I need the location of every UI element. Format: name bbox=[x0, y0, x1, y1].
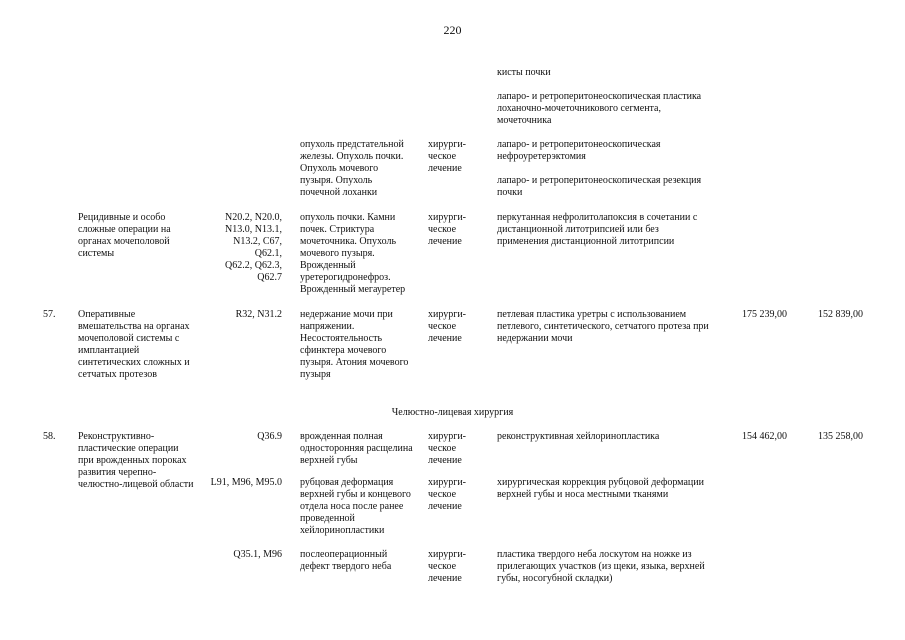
section-title: Челюстно-лицевая хирургия bbox=[391, 407, 514, 418]
method-cell: лапаро- и ретроперитонеоскопическая пластика лоханочно-мочеточникового сегмента, мочеточника bbox=[497, 91, 702, 126]
cost-cell: 154 462,00 bbox=[742, 431, 787, 442]
method-cell: реконструктивная хейлоринопластика bbox=[497, 431, 660, 442]
method-cell: перкутанная нефролитолапоксия в сочетании с дистанционной литотрипсией или без применения дистанционной литотрипсии bbox=[497, 212, 698, 247]
icd-code-cell: L91, M96, M95.0 bbox=[210, 477, 282, 488]
method-cell: лапаро- и ретроперитонеоскопическая резекция почки bbox=[497, 175, 702, 198]
cost-cell: 152 839,00 bbox=[818, 309, 863, 320]
treatment-type-cell: хирурги- ческое лечение bbox=[428, 309, 467, 344]
model-cell: врожденная полная односторонняя расщелина верхней губы bbox=[300, 431, 413, 466]
method-cell: петлевая пластика уретры с использованием петлевого, синтетического, сетчатого протеза при недержании мочи bbox=[497, 309, 709, 344]
icd-code-cell: Q35.1, M96 bbox=[233, 549, 282, 560]
method-cell: лапаро- и ретроперитонеоскопическая нефроуретерэктомия bbox=[497, 139, 661, 162]
procedure-name-cell: Реконструктивно- пластические операции при врожденных пороках развития черепно- челюстно-лицевой области bbox=[78, 431, 194, 490]
method-cell: хирургическая коррекция рубцовой деформации верхней губы и носа местными тканями bbox=[497, 477, 704, 500]
treatment-type-cell: хирурги- ческое лечение bbox=[428, 477, 467, 512]
procedure-name-cell: Оперативные вмешательства на органах мочеполовой системы с имплантацией синтетических сложных и сетчатых протезов bbox=[78, 309, 190, 380]
model-cell: послеоперационный дефект твердого неба bbox=[300, 549, 392, 572]
model-cell: опухоль почки. Камни почек. Стриктура мочеточника. Опухоль мочевого пузыря. Врожденный уретерогидронефроз. Врожденный мегауретер bbox=[300, 212, 406, 295]
treatment-type-cell: хирурги- ческое лечение bbox=[428, 212, 467, 247]
treatment-type-cell: хирурги- ческое лечение bbox=[428, 139, 467, 174]
icd-code-cell: R32, N31.2 bbox=[235, 309, 282, 320]
cost-cell: 175 239,00 bbox=[742, 309, 787, 320]
model-cell: недержание мочи при напряжении. Несостоятельность сфинктера мочевого пузыря. Атония мочевого пузыря bbox=[300, 309, 409, 380]
icd-code-cell: Q36.9 bbox=[257, 431, 282, 442]
icd-code-cell: N20.2, N20.0, N13.0, N13.1, N13.2, C67, Q62.1, Q62.2, Q62.3, Q62.7 bbox=[225, 212, 282, 283]
page-number: 220 bbox=[443, 23, 462, 37]
treatment-type-cell: хирурги- ческое лечение bbox=[428, 431, 467, 466]
method-cell: пластика твердого неба лоскутом на ножке из прилегающих участков (из щеки, языка, верхней губы, носогубной складки) bbox=[497, 549, 705, 584]
row-number: 57. bbox=[43, 309, 56, 320]
procedure-name-cell: Рецидивные и особо сложные операции на органах мочеполовой системы bbox=[78, 212, 171, 259]
treatment-type-cell: хирурги- ческое лечение bbox=[428, 549, 467, 584]
cost-cell: 135 258,00 bbox=[818, 431, 863, 442]
model-cell: рубцовая деформация верхней губы и концевого отдела носа после ранее проведенной хейлоринопластики bbox=[300, 477, 411, 536]
model-cell: опухоль предстательной железы. Опухоль почки. Опухоль мочевого пузыря. Опухоль почечной лоханки bbox=[300, 139, 404, 198]
method-cell: кисты почки bbox=[497, 67, 551, 78]
row-number: 58. bbox=[43, 431, 56, 442]
